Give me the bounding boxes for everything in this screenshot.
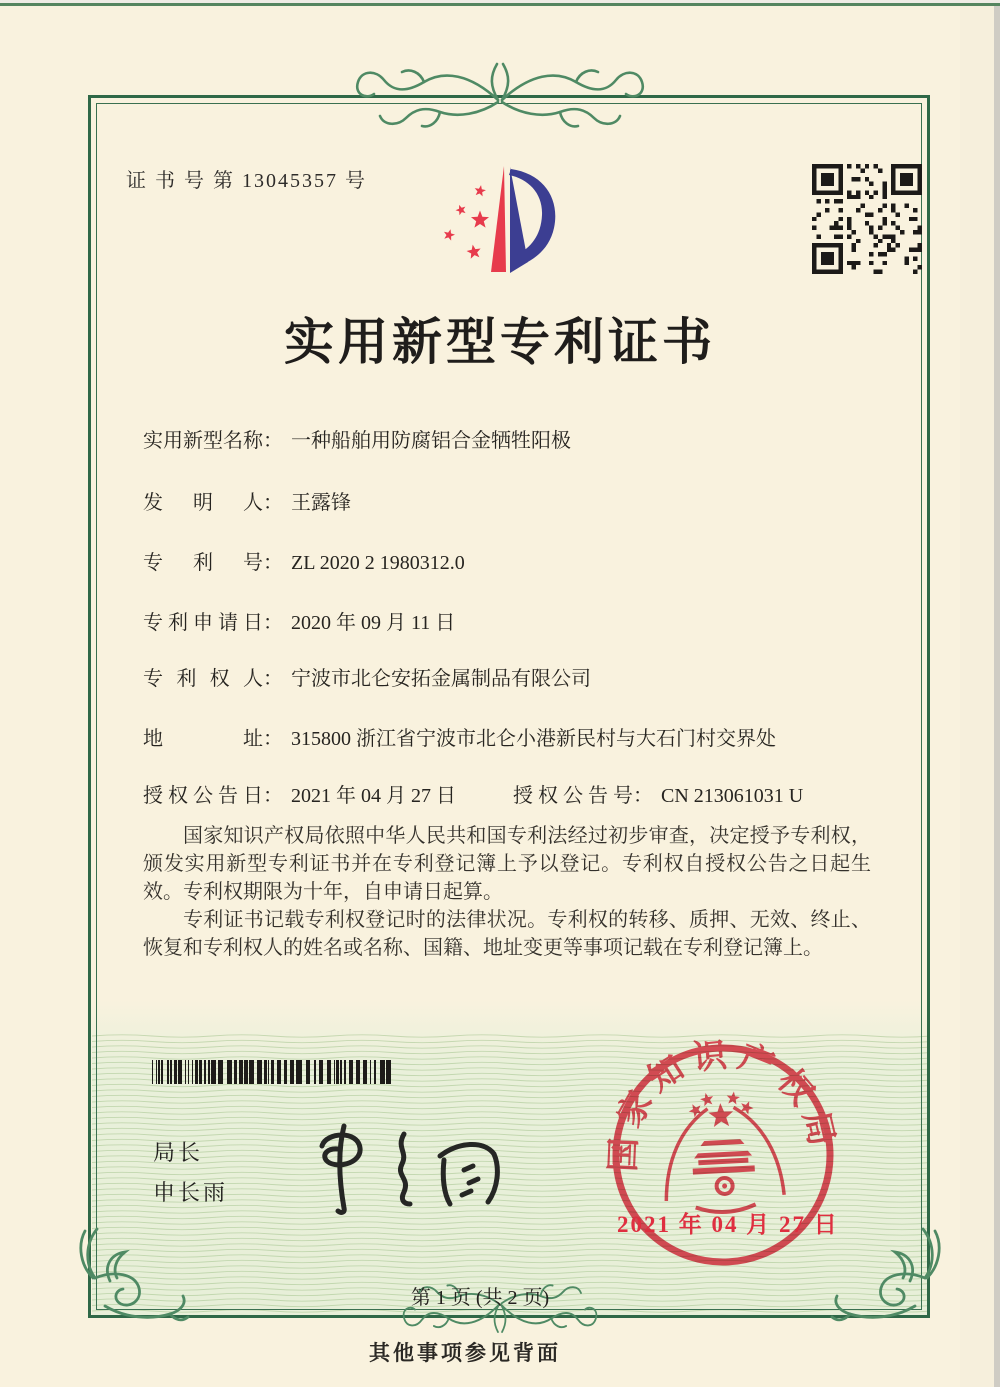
top-center-flourish-ornament	[340, 56, 660, 136]
legal-paragraph-2: 专利证书记载专利权登记时的法律状况。专利权的转移、质押、无效、终止、恢复和专利权人的姓名或名称、国籍、地址变更等事项记载在专利登记簿上。	[143, 909, 871, 959]
cnipa-patent-logo	[415, 148, 595, 288]
field-value: ZL 2020 2 1980312.0	[291, 552, 465, 574]
field-row-patent-number	[143, 546, 933, 576]
commissioner-name: 申长雨	[153, 1180, 229, 1205]
field-value: 一种船舶用防腐铝合金牺牲阳极	[291, 430, 571, 452]
page-number: 第 1 页 (共 2 页)	[410, 1287, 550, 1309]
field-label: 授权公告日	[143, 785, 263, 807]
field-row-address	[143, 722, 933, 752]
field-row-inventor	[143, 486, 933, 516]
field-label: 专利号	[143, 552, 263, 574]
field-colon: ：	[263, 612, 283, 634]
back-side-note: 其他事项参见背面	[369, 1341, 561, 1365]
legal-paragraph-1: 国家知识产权局依照中华人民共和国专利法经过初步审查，决定授予专利权，颁发实用新型专利证书并在专利登记簿上予以登记。专利权自授权公告之日起生效。专利权期限为十年，自申请日起算。	[143, 825, 871, 903]
certificate-number: 证 书 号 第 13045357 号	[126, 170, 367, 192]
field-label: 地址	[143, 728, 263, 750]
field-label: 专利申请日	[143, 612, 263, 634]
commissioner-signature	[292, 1112, 522, 1217]
field-value: 王露锋	[291, 492, 351, 514]
field-colon: ：	[263, 552, 283, 574]
official-seal	[598, 1030, 848, 1280]
qr-code	[812, 164, 922, 274]
scan-edge-right	[994, 0, 1000, 1387]
grant-number-value: CN 213061031 U	[661, 785, 804, 807]
seal-agency-text: 国家知识产权局	[605, 1036, 842, 1173]
field-label: 授权公告号	[513, 785, 633, 807]
logo-red-spire	[491, 166, 506, 272]
grant-number-group	[513, 779, 803, 808]
grant-date-value: 2021 年 04 月 27 日	[291, 785, 456, 807]
field-colon: ：	[263, 430, 283, 452]
field-colon: ：	[263, 668, 283, 690]
barcode	[152, 1060, 394, 1086]
field-label: 专利权人	[143, 668, 263, 690]
field-colon: ：	[633, 785, 653, 807]
field-row-filing-date	[143, 606, 933, 636]
certificate-title: 实用新型专利证书	[284, 314, 716, 370]
field-colon: ：	[263, 785, 283, 807]
field-row-patentee	[143, 662, 933, 692]
scan-edge-right-light	[960, 0, 994, 1387]
legal-text	[143, 822, 871, 962]
field-label: 实用新型名称	[143, 430, 263, 452]
field-colon: ：	[263, 728, 283, 750]
field-value: 2020 年 09 月 11 日	[291, 612, 456, 634]
seal-date: 2021 年 04 月 27 日	[617, 1212, 839, 1237]
field-value: 宁波市北仑安拓金属制品有限公司	[291, 668, 591, 690]
field-label: 发明人	[143, 492, 263, 514]
commissioner-title: 局长	[153, 1140, 204, 1165]
national-emblem	[661, 1088, 785, 1215]
scan-edge-top-line	[0, 3, 1000, 6]
field-colon: ：	[263, 492, 283, 514]
field-row-utility-name	[143, 424, 933, 454]
logo-stars	[442, 184, 489, 259]
field-row-grant	[143, 779, 933, 809]
field-value: 315800 浙江省宁波市北仑小港新民村与大石门村交界处	[291, 728, 776, 750]
